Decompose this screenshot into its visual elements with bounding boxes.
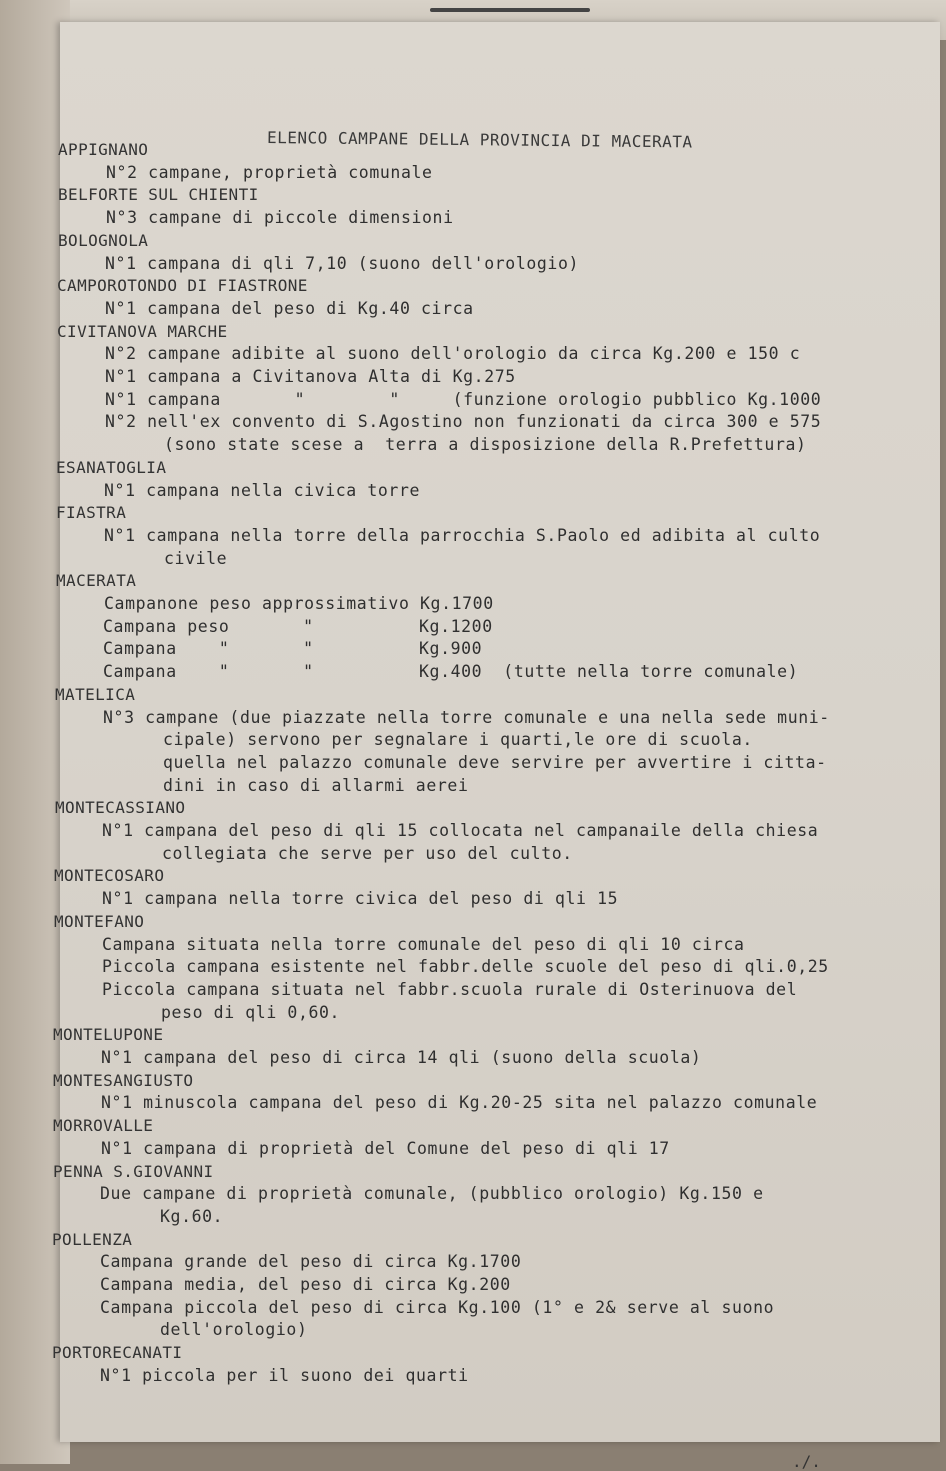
- bell-entry: N°1 campana nella torre civica del peso di qli 15: [102, 889, 619, 908]
- town-heading: BOLOGNOLA: [58, 231, 149, 250]
- bell-entry: Campana peso " Kg.1200: [103, 617, 493, 636]
- bell-entry-continuation: civile: [164, 549, 228, 568]
- bell-entry-continuation: cipale) servono per segnalare i quarti,le ore di scuola.: [163, 730, 753, 749]
- bell-entry-continuation: collegiata che serve per uso del culto.: [162, 844, 573, 863]
- bell-entry-continuation: (sono state scese a terra a disposizione della R.Prefettura): [164, 435, 807, 454]
- bell-entry: N°1 campana del peso di circa 14 qli (suono della scuola): [101, 1048, 702, 1067]
- bell-entry: Campana " " Kg.400 (tutte nella torre comunale): [103, 662, 799, 681]
- town-heading: MONTEFANO: [54, 912, 145, 931]
- bell-entry: N°1 piccola per il suono dei quarti: [100, 1366, 469, 1385]
- town-heading: CAMPOROTONDO DI FIASTRONE: [57, 276, 308, 295]
- bell-entry-continuation: quella nel palazzo comunale deve servire per avvertire i citta-: [163, 753, 827, 772]
- town-heading: BELFORTE SUL CHIENTI: [58, 185, 259, 204]
- bell-entry: Campana piccola del peso di circa Kg.100 (1° e 2& serve al suono: [100, 1298, 775, 1317]
- town-heading: PORTORECANATI: [52, 1343, 183, 1362]
- bell-entry: N°2 campane adibite al suono dell'orologio da circa Kg.200 e 150 c: [105, 344, 801, 363]
- bell-entry: N°3 campane di piccole dimensioni: [106, 208, 454, 227]
- bell-entry-continuation: dini in caso di allarmi aerei: [163, 776, 469, 795]
- bell-entry-continuation: Kg.60.: [160, 1207, 224, 1226]
- bell-entry: Campana " " Kg.900: [103, 639, 483, 658]
- town-heading: APPIGNANO: [58, 140, 149, 159]
- bell-entry: N°1 campana di qli 7,10 (suono dell'orologio): [105, 254, 580, 273]
- town-heading: MACERATA: [56, 571, 137, 590]
- bell-entry-continuation: dell'orologio): [160, 1320, 308, 1339]
- town-heading: MONTESANGIUSTO: [53, 1071, 194, 1090]
- bell-entry: N°2 campane, proprietà comunale: [106, 163, 433, 182]
- bell-entry: Campana media, del peso di circa Kg.200: [100, 1275, 511, 1294]
- ink-mark: [430, 8, 590, 12]
- bell-entry: N°1 minuscola campana del peso di Kg.20-25 sita nel palazzo comunale: [101, 1093, 818, 1112]
- bell-entry: Piccola campana situata nel fabbr.scuola rurale di Osterinuova del: [102, 980, 798, 999]
- bell-entry: Piccola campana esistente nel fabbr.delle scuole del peso di qli.0,25: [102, 957, 829, 976]
- bell-entry: Due campane di proprietà comunale, (pubblico orologio) Kg.150 e: [100, 1184, 764, 1203]
- bell-entry: N°1 campana nella torre della parrocchia S.Paolo ed adibita al culto: [104, 526, 821, 545]
- document-page: [52, 22, 940, 1471]
- bell-entry: N°1 campana di proprietà del Comune del peso di qli 17: [101, 1139, 670, 1158]
- bell-entry: N°1 campana del peso di qli 15 collocata nel campanaile della chiesa: [102, 821, 819, 840]
- town-heading: PENNA S.GIOVANNI: [53, 1162, 214, 1181]
- bell-entry: Campanone peso approssimativo Kg.1700: [104, 594, 494, 613]
- bell-entry: N°1 campana del peso di Kg.40 circa: [105, 299, 474, 318]
- document-title: ELENCO CAMPANE DELLA PROVINCIA DI MACERATA: [266, 128, 693, 152]
- town-heading: ESANATOGLIA: [56, 458, 167, 477]
- bell-entry: N°1 campana a Civitanova Alta di Kg.275: [105, 367, 516, 386]
- town-heading: FIASTRA: [56, 503, 127, 522]
- bell-entry: Campana situata nella torre comunale del peso di qli 10 circa: [102, 935, 745, 954]
- page-continuation-mark: ./.: [792, 1452, 821, 1471]
- town-heading: MATELICA: [55, 685, 136, 704]
- town-heading: MONTELUPONE: [53, 1025, 164, 1044]
- bell-entry-continuation: peso di qli 0,60.: [161, 1003, 341, 1022]
- bell-entry: N°3 campane (due piazzate nella torre comunale e una nella sede muni-: [103, 708, 830, 727]
- town-heading: MONTECASSIANO: [55, 798, 186, 817]
- town-heading: MORROVALLE: [53, 1116, 154, 1135]
- bell-entry: N°1 campana nella civica torre: [104, 481, 421, 500]
- bell-entry: N°1 campana " " (funzione orologio pubblico Kg.1000: [105, 390, 822, 409]
- bell-entry: N°2 nell'ex convento di S.Agostino non funzionati da circa 300 e 575: [105, 412, 822, 431]
- town-heading: POLLENZA: [52, 1230, 133, 1249]
- town-heading: CIVITANOVA MARCHE: [57, 322, 228, 341]
- bell-entry: Campana grande del peso di circa Kg.1700: [100, 1252, 522, 1271]
- town-heading: MONTECOSARO: [54, 866, 165, 885]
